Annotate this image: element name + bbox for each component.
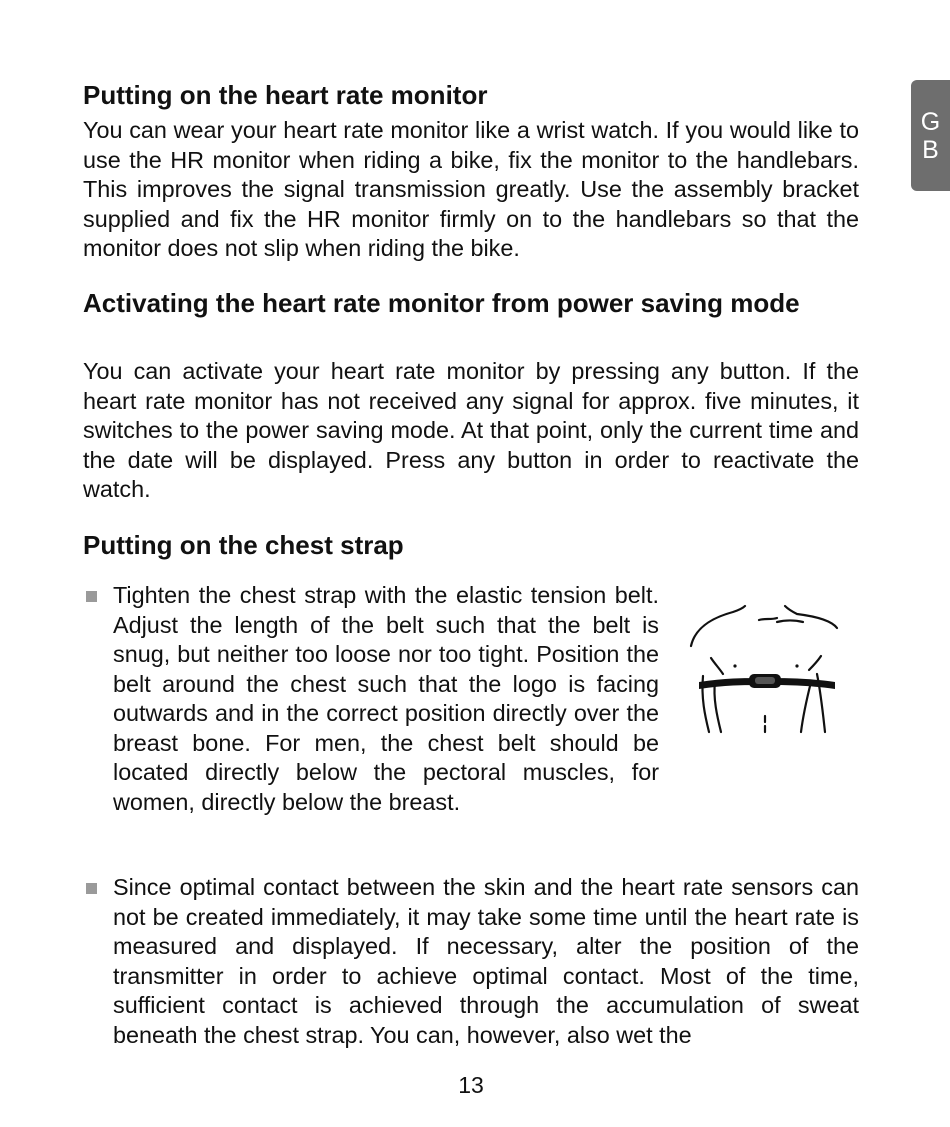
section-title-chest-strap: Putting on the chest strap	[83, 530, 404, 560]
bullet-text: Since optimal contact between the skin and the heart rate sensors can not be created immediately, it may take some time until the heart rate is measured and displayed. If necessary, alter the position of the transmitter in order to achieve optimal contact. Most of the time, sufficient contact is achieved through the accumulation of sweat beneath the chest strap. You can, however, also wet the	[113, 874, 859, 1048]
chest-strap-illustration	[685, 598, 845, 740]
section-title-activate: Activating the heart rate monitor from power saving mode	[83, 288, 800, 318]
language-tab-letter: B	[922, 135, 939, 164]
language-tab-letter: G	[920, 107, 941, 136]
chest-strap-band	[699, 674, 835, 689]
section-body-wear: You can wear your heart rate monitor like a wrist watch. If you would like to use the HR monitor when riding a bike, fix the monitor to the handlebars. This improves the signal transmission greatly. Use the assembly bracket supplied and fix the HR monitor firmly on to the handlebars so that the monitor does not slip when riding the bike.	[83, 117, 859, 261]
page-number: 13	[458, 1072, 484, 1098]
bullet-text: Tighten the chest strap with the elastic tension belt. Adjust the length of the belt such that the belt is snug, but neither too loose nor too tight. Position the belt around the chest such that the logo is facing outwards and in the correct position directly over the breast bone. For men, the chest belt should be located directly below the pectoral muscles, for women, directly below the breast.	[113, 582, 659, 815]
bullet-square-icon	[86, 883, 97, 894]
section-title-wear: Putting on the heart rate monitor	[83, 80, 488, 110]
language-tab	[911, 80, 950, 191]
section-body-activate: You can activate your heart rate monitor by pressing any button. If the heart rate monitor has not received any signal for approx. five minutes, it switches to the power saving mode. At that point, only the current time and the date will be displayed. Press any button in order to reactivate the watch.	[83, 358, 859, 502]
bullet-square-icon	[86, 591, 97, 602]
